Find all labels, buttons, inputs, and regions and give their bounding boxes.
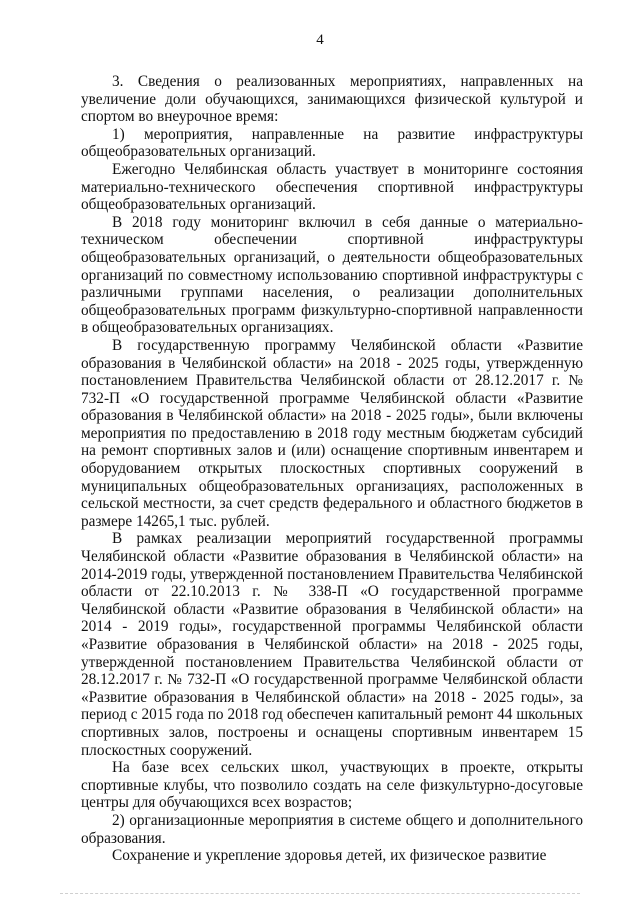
paragraph-health: Сохранение и укрепление здоровья детей, их физическое развитие (112, 847, 547, 865)
paragraph-item-1: 1) мероприятия, направленные на развитие инфраструктуры общеобразовательных организаций. (81, 125, 583, 161)
document-body (81, 73, 583, 865)
paragraph-section-3-intro: 3. Сведения о реализованных мероприятиях, направленных на увеличение доли обучающихся, занимающихся физической культурой и спортом во внеурочное время: (81, 73, 583, 126)
paragraph-monitoring-2018: В 2018 году мониторинг включил в себя данные о материально-техническом обеспечении спортивной инфраструктуры общеобразовательных организаций, о деятельности общеобразовательных организаций по совместному использованию спортивной инфраструктуры с различными группами населения, о реализации дополнительных общеобразовательных программ физкультурно-спортивной направленности в общеобразовательных организациях. (81, 213, 583, 337)
page-number: 4 (316, 32, 324, 48)
paragraph-item-2: 2) организационные мероприятия в системе общего и дополнительного образования. (81, 811, 583, 847)
scan-bottom-edge (60, 893, 580, 894)
paragraph-sports-clubs: На базе всех сельских школ, участвующих в проекте, открыты спортивные клубы, что позволило создать на селе физкультурно-досуговые центры для обучающихся всех возрастов; (81, 759, 583, 812)
paragraph-monitoring: Ежегодно Челябинская область участвует в мониторинге состояния материально-технического обеспечения спортивной инфраструктуры общеобразовательных организаций. (81, 160, 583, 214)
paragraph-state-program-2018: В государственную программу Челябинской области «Развитие образования в Челябинской области» на 2018 - 2025 годы, утвержденную постановлением Правительства Челябинской области от 28.12.2017 г. № 732-П «О государственной программе Челябинской области «Развитие образования в Челябинской области» на 2018 - 2025 годы», были включены мероприятия по предоставлению в 2018 году местным бюджетам субсидий на ремонт спортивных залов и (или) оснащение спортивным инвентарем и оборудованием открытых плоскостных спортивных сооружений в муниципальных общеобразовательных организациях, расположенных в сельской местности, за счет средств федерального и областного бюджетов в размере 14265,1 тыс. рублей. (81, 336, 583, 530)
paragraph-program-results: В рамках реализации мероприятий государственной программы Челябинской области «Развитие образования в Челябинской области» на 2014-2019 годы, утвержденной постановлением Правительства Челябинской области от 22.10.2013 г. № 338-П «О государственной программе Челябинской области «Развитие образования в Челябинской области» на 2014 - 2019 годы», государственной программы Челябинской области «Развитие образования в Челябинской области» на 2018 - 2025 годы, утвержденной постановлением Правительства Челябинской области от 28.12.2017 г. № 732-П «О государственной программе Челябинской области «Развитие образования в Челябинской области» на 2018 - 2025 годы», за период с 2015 года по 2018 год обеспечен капитальный ремонт 44 школьных спортивных залов, построены и оснащены спортивным инвентарем 15 плоскостных сооружений. (81, 530, 583, 759)
